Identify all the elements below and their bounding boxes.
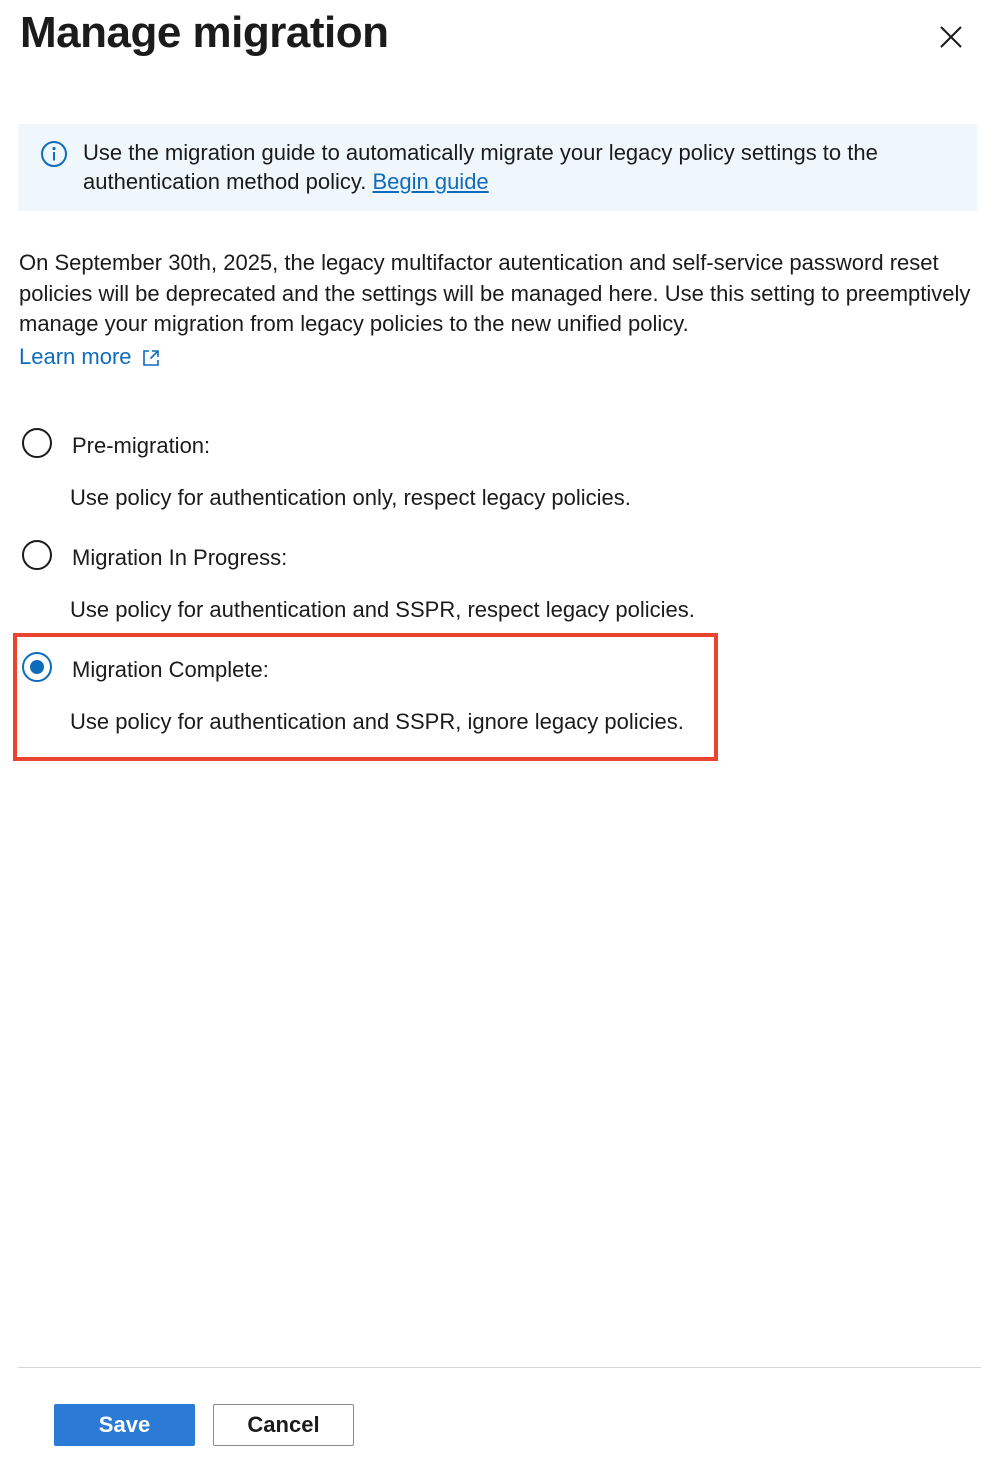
radio-description: Use policy for authentication and SSPR, respect legacy policies. xyxy=(70,597,695,622)
cancel-button[interactable]: Cancel xyxy=(213,1404,354,1446)
info-banner-text xyxy=(83,138,953,196)
info-icon xyxy=(40,140,68,168)
radio-description: Use policy for authentication only, respect legacy policies. xyxy=(70,485,631,510)
radio-pre-migration[interactable] xyxy=(22,427,722,459)
external-link-icon xyxy=(142,349,160,367)
close-button[interactable] xyxy=(930,16,972,58)
radio-button[interactable] xyxy=(22,428,52,458)
radio-label: Migration Complete: xyxy=(72,657,269,682)
option-migration-in-progress xyxy=(22,539,722,623)
save-button[interactable]: Save xyxy=(54,1404,195,1446)
option-pre-migration xyxy=(22,427,722,511)
info-banner-message: Use the migration guide to automatically migrate your legacy policy settings to the authentication method policy. xyxy=(83,140,878,194)
radio-label: Pre-migration: xyxy=(72,433,211,458)
radio-label: Migration In Progress: xyxy=(72,545,288,570)
description-text: On September 30th, 2025, the legacy multifactor autentication and self-service password reset policies will be deprecated and the settings will be managed here. Use this setting to preemptively manage your migration from legacy policies to the new unified policy. xyxy=(19,250,971,336)
radio-migration-in-progress[interactable] xyxy=(22,539,722,571)
begin-guide-link[interactable]: Begin guide xyxy=(372,169,489,194)
footer-divider xyxy=(18,1367,981,1368)
radio-description: Use policy for authentication and SSPR, ignore legacy policies. xyxy=(70,709,684,734)
highlight-annotation-box xyxy=(13,633,718,761)
learn-more-label: Learn more xyxy=(19,344,132,369)
close-icon xyxy=(938,24,964,50)
panel-title: Manage migration xyxy=(20,8,389,57)
learn-more-link[interactable] xyxy=(19,342,160,372)
radio-button[interactable] xyxy=(22,540,52,570)
info-banner xyxy=(18,124,977,211)
